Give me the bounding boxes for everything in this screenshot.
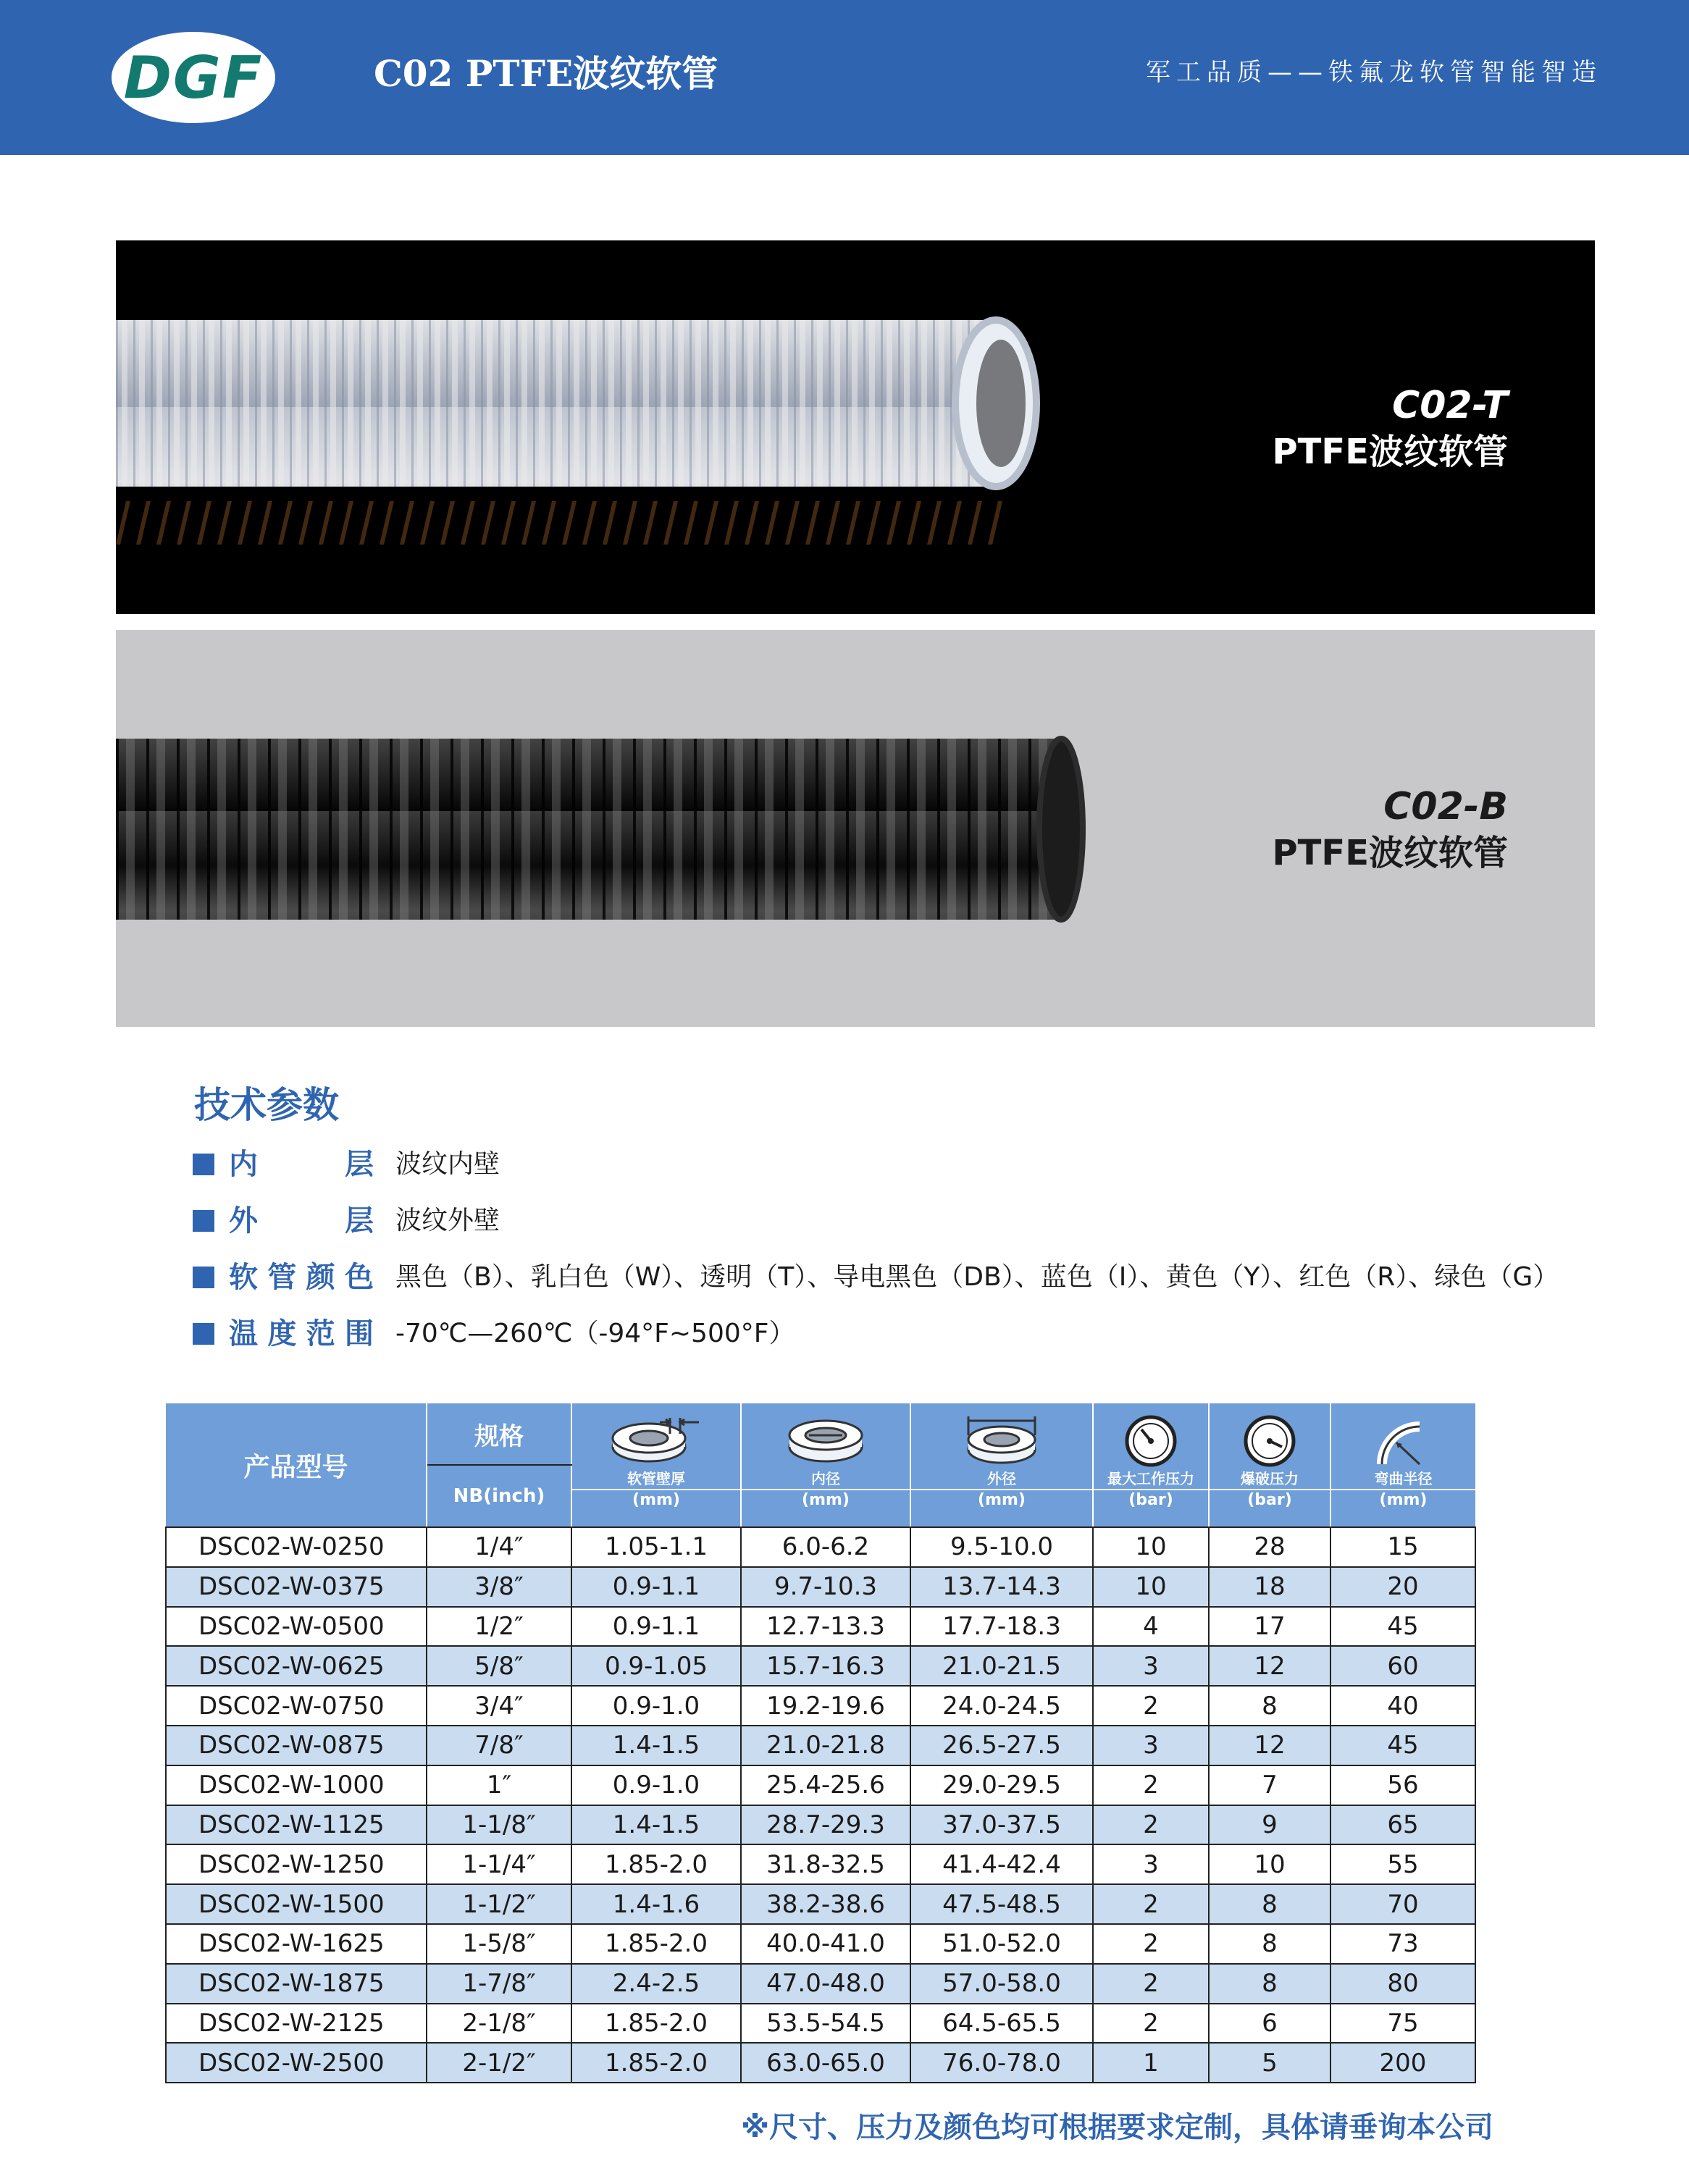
square-bullet-icon — [193, 1267, 214, 1288]
cell-wall-thickness: 1.85-2.0 — [571, 1844, 741, 1884]
cell-nb: 1/2″ — [427, 1607, 571, 1647]
cell-bend-radius: 40 — [1330, 1686, 1475, 1726]
cell-burst-pressure: 8 — [1209, 1964, 1330, 2004]
column-header-od — [910, 1403, 1093, 1527]
cell-burst-pressure: 10 — [1209, 1844, 1330, 1884]
cell-max-working-pressure: 2 — [1093, 1805, 1209, 1845]
column-header-bend — [1330, 1403, 1475, 1527]
cell-nb: 1-1/8″ — [427, 1805, 571, 1845]
cell-wall-thickness: 1.85-2.0 — [571, 2043, 741, 2083]
cell-burst-pressure: 7 — [1209, 1765, 1330, 1805]
cell-model: DSC02-W-1125 — [166, 1805, 427, 1845]
spec-row-inner-layer — [193, 1143, 500, 1186]
product-name: PTFE波纹软管 — [1272, 432, 1508, 472]
page-title: C02 PTFE波纹软管 — [374, 52, 718, 95]
cell-outer-diameter: 17.7-18.3 — [910, 1607, 1093, 1647]
cell-outer-diameter: 29.0-29.5 — [910, 1765, 1093, 1805]
cell-outer-diameter: 64.5-65.5 — [910, 2004, 1093, 2044]
cell-max-working-pressure: 2 — [1093, 1686, 1209, 1726]
cell-max-working-pressure: 1 — [1093, 2043, 1209, 2083]
column-header-id — [741, 1403, 910, 1527]
cell-max-working-pressure: 2 — [1093, 1924, 1209, 1964]
table-row — [166, 1686, 1475, 1726]
column-header-unit: (mm) — [978, 1491, 1026, 1509]
section-title-specs: 技术参数 — [194, 1084, 339, 1126]
table-row — [166, 1844, 1475, 1884]
table-row — [166, 1527, 1475, 1567]
spec-label: 软管颜色 — [229, 1261, 374, 1294]
cell-inner-diameter: 38.2-38.6 — [741, 1884, 910, 1924]
outer-diameter-icon — [955, 1414, 1049, 1467]
cell-outer-diameter: 47.5-48.5 — [910, 1884, 1093, 1924]
cell-model: DSC02-W-1625 — [166, 1924, 427, 1964]
column-header-label: 爆破压力 — [1210, 1469, 1330, 1490]
cell-wall-thickness: 1.4-1.6 — [571, 1884, 741, 1924]
cell-burst-pressure: 8 — [1209, 1686, 1330, 1726]
table-row — [166, 1646, 1475, 1686]
spec-row-temperature — [193, 1312, 795, 1356]
product-code: C02-T — [1392, 384, 1508, 427]
cell-nb: 7/8″ — [427, 1726, 571, 1765]
product-photo-c02-b — [116, 630, 1595, 1027]
logo-text: DGF — [123, 43, 264, 112]
column-header-unit: (mm) — [632, 1491, 680, 1509]
cell-model: DSC02-W-1250 — [166, 1844, 427, 1884]
cell-inner-diameter: 21.0-21.8 — [741, 1726, 910, 1765]
cell-max-working-pressure: 2 — [1093, 2004, 1209, 2044]
table-row — [166, 2004, 1475, 2044]
spec-label: 温度范围 — [229, 1317, 374, 1351]
table-row — [166, 1567, 1475, 1607]
cell-inner-diameter: 28.7-29.3 — [741, 1805, 910, 1845]
cell-model: DSC02-W-1000 — [166, 1765, 427, 1805]
cell-outer-diameter: 21.0-21.5 — [910, 1646, 1093, 1686]
cell-bend-radius: 80 — [1330, 1964, 1475, 2004]
cell-burst-pressure: 8 — [1209, 1884, 1330, 1924]
spec-row-outer-layer — [193, 1199, 500, 1243]
cell-wall-thickness: 0.9-1.0 — [571, 1765, 741, 1805]
column-header-spec: 规格 — [427, 1403, 571, 1465]
cell-wall-thickness: 0.9-1.05 — [571, 1646, 741, 1686]
pressure-gauge-icon — [1118, 1414, 1183, 1467]
cell-bend-radius: 70 — [1330, 1884, 1475, 1924]
cell-inner-diameter: 63.0-65.0 — [741, 2043, 910, 2083]
cell-model: DSC02-W-0500 — [166, 1607, 427, 1647]
cell-wall-thickness: 0.9-1.1 — [571, 1607, 741, 1647]
cell-nb: 1-5/8″ — [427, 1924, 571, 1964]
cell-inner-diameter: 31.8-32.5 — [741, 1844, 910, 1884]
cell-nb: 2-1/2″ — [427, 2043, 571, 2083]
cell-nb: 3/8″ — [427, 1567, 571, 1607]
cell-nb: 1″ — [427, 1765, 571, 1805]
table-row — [166, 1884, 1475, 1924]
cell-outer-diameter: 26.5-27.5 — [910, 1726, 1093, 1765]
column-header-label: 内径 — [742, 1469, 910, 1490]
cell-nb: 5/8″ — [427, 1646, 571, 1686]
square-bullet-icon — [193, 1154, 214, 1175]
cell-outer-diameter: 51.0-52.0 — [910, 1924, 1093, 1964]
cell-nb: 1-1/2″ — [427, 1884, 571, 1924]
specification-table — [165, 1403, 1476, 2083]
cell-model: DSC02-W-2125 — [166, 2004, 427, 2044]
cell-outer-diameter: 76.0-78.0 — [910, 2043, 1093, 2083]
cell-burst-pressure: 9 — [1209, 1805, 1330, 1845]
product-code: C02-B — [1383, 785, 1508, 828]
bend-radius-icon — [1367, 1414, 1440, 1467]
cell-nb: 1/4″ — [427, 1527, 571, 1567]
cell-bend-radius: 55 — [1330, 1844, 1475, 1884]
spec-row-hose-colors — [193, 1256, 1559, 1299]
table-row — [166, 2043, 1475, 2083]
table-row — [166, 1765, 1475, 1805]
cell-nb: 1-1/4″ — [427, 1844, 571, 1884]
cell-burst-pressure: 6 — [1209, 2004, 1330, 2044]
cell-inner-diameter: 15.7-16.3 — [741, 1646, 910, 1686]
spec-value: 黑色（B）、乳白色（W）、透明（T）、导电黑色（DB）、蓝色（I）、黄色（Y）、红色（R）、绿色（G） — [395, 1262, 1559, 1292]
cell-bend-radius: 73 — [1330, 1924, 1475, 1964]
cell-outer-diameter: 41.4-42.4 — [910, 1844, 1093, 1884]
cell-inner-diameter: 19.2-19.6 — [741, 1686, 910, 1726]
cell-burst-pressure: 28 — [1209, 1527, 1330, 1567]
cell-max-working-pressure: 3 — [1093, 1726, 1209, 1765]
cell-wall-thickness: 1.4-1.5 — [571, 1805, 741, 1845]
cell-model: DSC02-W-1875 — [166, 1964, 427, 2004]
column-header-unit: (bar) — [1247, 1491, 1292, 1509]
column-header-label: 最大工作压力 — [1094, 1469, 1208, 1490]
cell-burst-pressure: 12 — [1209, 1726, 1330, 1765]
product-photo-c02-t — [116, 240, 1595, 614]
cell-max-working-pressure: 10 — [1093, 1567, 1209, 1607]
product-name: PTFE波纹软管 — [1272, 833, 1508, 873]
column-header-label: 弯曲半径 — [1331, 1469, 1475, 1490]
cell-max-working-pressure: 3 — [1093, 1646, 1209, 1686]
cell-outer-diameter: 37.0-37.5 — [910, 1805, 1093, 1845]
cell-burst-pressure: 18 — [1209, 1567, 1330, 1607]
cell-bend-radius: 15 — [1330, 1527, 1475, 1567]
cell-model: DSC02-W-0250 — [166, 1527, 427, 1567]
column-header-label: 软管壁厚 — [572, 1469, 740, 1490]
cell-max-working-pressure: 4 — [1093, 1607, 1209, 1647]
spec-label: 外层 — [229, 1204, 374, 1238]
table-row — [166, 1805, 1475, 1845]
spec-value: 波纹内壁 — [395, 1149, 500, 1179]
cell-model: DSC02-W-2500 — [166, 2043, 427, 2083]
cell-max-working-pressure: 3 — [1093, 1844, 1209, 1884]
cell-wall-thickness: 0.9-1.1 — [571, 1567, 741, 1607]
cell-burst-pressure: 17 — [1209, 1607, 1330, 1647]
footnote: ※尺寸、压力及颜色均可根据要求定制，具体请垂询本公司 — [741, 2111, 1493, 2144]
column-header-unit: (mm) — [802, 1491, 850, 1509]
table-body — [166, 1527, 1475, 2083]
cell-bend-radius: 65 — [1330, 1805, 1475, 1845]
cell-inner-diameter: 6.0-6.2 — [741, 1527, 910, 1567]
cell-outer-diameter: 9.5-10.0 — [910, 1527, 1093, 1567]
cell-bend-radius: 200 — [1330, 2043, 1475, 2083]
column-header-nb: NB(inch) — [427, 1465, 571, 1527]
cell-inner-diameter: 47.0-48.0 — [741, 1964, 910, 2004]
table-row — [166, 1607, 1475, 1647]
cell-inner-diameter: 40.0-41.0 — [741, 1924, 910, 1964]
square-bullet-icon — [193, 1210, 214, 1232]
cell-wall-thickness: 1.05-1.1 — [571, 1527, 741, 1567]
cell-inner-diameter: 53.5-54.5 — [741, 2004, 910, 2044]
column-header-model: 产品型号 — [166, 1403, 427, 1527]
wall-thickness-icon — [609, 1414, 703, 1467]
cell-nb: 2-1/8″ — [427, 2004, 571, 2044]
header-bar — [0, 0, 1689, 155]
table-row — [166, 1924, 1475, 1964]
cell-bend-radius: 45 — [1330, 1726, 1475, 1765]
cell-model: DSC02-W-1500 — [166, 1884, 427, 1924]
cell-outer-diameter: 24.0-24.5 — [910, 1686, 1093, 1726]
cell-outer-diameter: 57.0-58.0 — [910, 1964, 1093, 2004]
cell-outer-diameter: 13.7-14.3 — [910, 1567, 1093, 1607]
cell-bend-radius: 20 — [1330, 1567, 1475, 1607]
cell-burst-pressure: 12 — [1209, 1646, 1330, 1686]
cell-max-working-pressure: 2 — [1093, 1884, 1209, 1924]
cell-wall-thickness: 0.9-1.0 — [571, 1686, 741, 1726]
cell-inner-diameter: 12.7-13.3 — [741, 1607, 910, 1647]
cell-nb: 3/4″ — [427, 1686, 571, 1726]
square-bullet-icon — [193, 1323, 214, 1345]
burst-gauge-icon — [1237, 1414, 1302, 1467]
column-header-burst — [1209, 1403, 1330, 1527]
cell-inner-diameter: 25.4-25.6 — [741, 1765, 910, 1805]
cell-wall-thickness: 2.4-2.5 — [571, 1964, 741, 2004]
column-header-label: 外径 — [911, 1469, 1092, 1490]
cell-inner-diameter: 9.7-10.3 — [741, 1567, 910, 1607]
table-row — [166, 1964, 1475, 2004]
cell-burst-pressure: 5 — [1209, 2043, 1330, 2083]
cell-bend-radius: 56 — [1330, 1765, 1475, 1805]
cell-max-working-pressure: 2 — [1093, 1964, 1209, 2004]
column-header-mwp — [1093, 1403, 1209, 1527]
cell-model: DSC02-W-0875 — [166, 1726, 427, 1765]
cell-bend-radius: 75 — [1330, 2004, 1475, 2044]
cell-wall-thickness: 1.85-2.0 — [571, 1924, 741, 1964]
product-label-c02-b — [1272, 784, 1508, 876]
spec-label: 内层 — [229, 1148, 374, 1181]
cell-model: DSC02-W-0625 — [166, 1646, 427, 1686]
cell-bend-radius: 45 — [1330, 1607, 1475, 1647]
cell-nb: 1-7/8″ — [427, 1964, 571, 2004]
cell-bend-radius: 60 — [1330, 1646, 1475, 1686]
table-row — [166, 1726, 1475, 1765]
inner-diameter-icon — [779, 1414, 873, 1467]
cell-max-working-pressure: 2 — [1093, 1765, 1209, 1805]
cell-burst-pressure: 8 — [1209, 1924, 1330, 1964]
cell-max-working-pressure: 10 — [1093, 1527, 1209, 1567]
cell-model: DSC02-W-0375 — [166, 1567, 427, 1607]
spec-value: 波纹外壁 — [395, 1206, 500, 1235]
cell-wall-thickness: 1.4-1.5 — [571, 1726, 741, 1765]
product-label-c02-t — [1272, 382, 1508, 475]
cell-model: DSC02-W-0750 — [166, 1686, 427, 1726]
cell-wall-thickness: 1.85-2.0 — [571, 2004, 741, 2044]
spec-value: -70℃—260℃（-94°F~500°F） — [395, 1319, 795, 1348]
column-header-wall — [571, 1403, 741, 1527]
header-slogan: 军工品质——铁氟龙软管智能智造 — [1146, 58, 1602, 87]
column-header-unit: (bar) — [1128, 1491, 1173, 1509]
column-header-unit: (mm) — [1379, 1491, 1428, 1509]
brand-logo — [112, 32, 275, 123]
